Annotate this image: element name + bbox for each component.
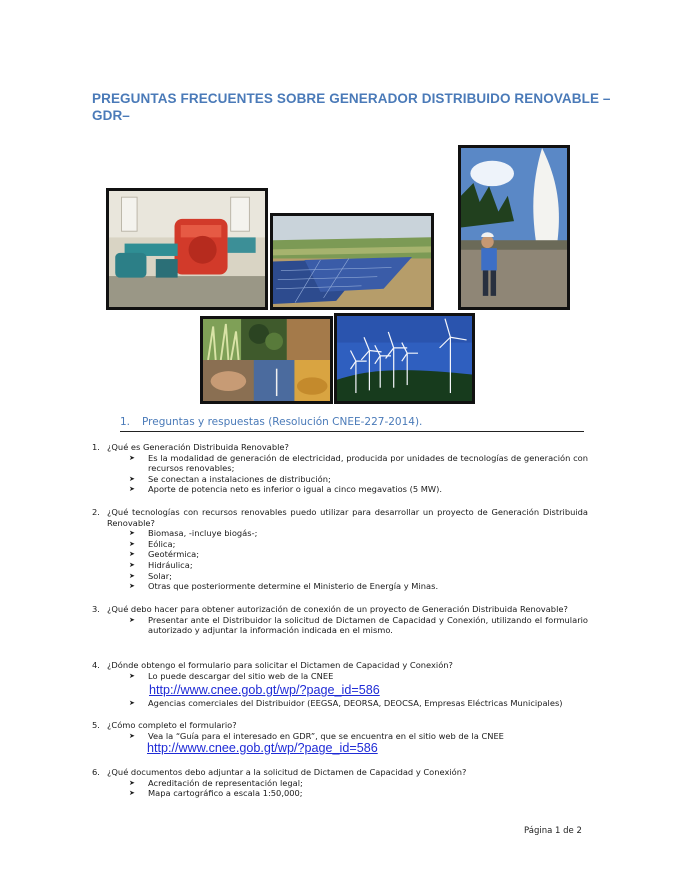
answer-list: [92, 778, 588, 799]
question-text: ¿Qué documentos debo adjuntar a la solicitud de Dictamen de Capacidad y Conexión?: [107, 767, 467, 777]
list-item: [129, 528, 588, 539]
answer-list: [92, 528, 588, 592]
arrowhead-bullet-icon: ➤: [129, 550, 135, 559]
cnee-guide-link[interactable]: http://www.cnee.gob.gt/wp/?page_id=586: [147, 741, 378, 756]
list-item: [129, 778, 588, 789]
question-text: ¿Dónde obtengo el formulario para solicitar el Dictamen de Capacidad y Conexión?: [107, 660, 453, 670]
arrowhead-bullet-icon: ➤: [129, 671, 135, 680]
arrowhead-bullet-icon: ➤: [129, 778, 135, 787]
answer-text: Otras que posteriormente determine el Ministerio de Energía y Minas.: [148, 581, 439, 592]
list-item: [129, 571, 588, 582]
answer-list: [92, 615, 588, 636]
arrowhead-bullet-icon: ➤: [129, 615, 135, 624]
answer-text: Acreditación de representación legal;: [148, 777, 303, 788]
arrowhead-bullet-icon: ➤: [129, 731, 135, 740]
list-item: [129, 671, 588, 682]
answer-text: Lo puede descargar del sitio web de la CNEE: [148, 670, 334, 681]
question-4: [92, 660, 588, 709]
answer-list: [92, 698, 588, 709]
list-item: [129, 731, 588, 742]
cnee-form-link[interactable]: http://www.cnee.gob.gt/wp/?page_id=586: [149, 683, 380, 698]
answer-list: [92, 453, 588, 495]
answer-text: Se conectan a instalaciones de distribución;: [148, 473, 331, 484]
list-item: [129, 698, 588, 709]
arrowhead-bullet-icon: ➤: [129, 699, 135, 708]
biomass-collage-photo: [200, 316, 333, 404]
question-number: 2.: [92, 507, 100, 517]
question-number: 1.: [92, 442, 100, 452]
answer-text: Solar;: [148, 570, 172, 581]
section-heading: [120, 416, 584, 432]
list-item: [129, 581, 588, 592]
question-text: ¿Qué debo hacer para obtener autorización de conexión de un proyecto de Generación Distribuida Renovable?: [107, 604, 568, 614]
question-1: [92, 442, 588, 495]
arrowhead-bullet-icon: ➤: [129, 571, 135, 580]
arrowhead-bullet-icon: ➤: [129, 453, 135, 462]
list-item: [129, 484, 588, 495]
arrowhead-bullet-icon: ➤: [129, 789, 135, 798]
question-number: 6.: [92, 767, 100, 777]
question-5: [92, 720, 588, 756]
list-item: [129, 788, 588, 799]
arrowhead-bullet-icon: ➤: [129, 539, 135, 548]
question-6: [92, 767, 588, 799]
section-number: 1.: [120, 416, 131, 428]
question-text: ¿Cómo completo el formulario?: [107, 720, 237, 730]
wind-farm-photo: [334, 313, 475, 404]
solar-farm-photo: [270, 213, 434, 310]
answer-text: Aporte de potencia neto es inferior o igual a cinco megavatios (5 MW).: [148, 484, 443, 495]
arrowhead-bullet-icon: ➤: [129, 582, 135, 591]
answer-text: Es la modalidad de generación de electricidad, producida por unidades de tecnologías de generación con recursos renovables;: [148, 452, 588, 474]
list-item: [129, 560, 588, 571]
document-title: PREGUNTAS FRECUENTES SOBRE GENERADOR DISTRIBUIDO RENOVABLE –GDR–: [92, 91, 611, 123]
answer-text: Agencias comerciales del Distribuidor (EEGSA, DEORSA, DEOCSA, Empresas Eléctricas Municipales): [148, 698, 563, 709]
question-2: [92, 507, 588, 592]
arrowhead-bullet-icon: ➤: [129, 474, 135, 483]
page-number-footer: Página 1 de 2: [524, 826, 582, 836]
arrowhead-bullet-icon: ➤: [129, 529, 135, 538]
question-number: 5.: [92, 720, 100, 730]
question-number: 3.: [92, 604, 100, 614]
question-3: [92, 604, 588, 636]
answer-text: Biomasa, -incluye biogás-;: [148, 528, 258, 539]
list-item: [129, 615, 588, 636]
arrowhead-bullet-icon: ➤: [129, 485, 135, 494]
answer-text: Eólica;: [148, 538, 176, 549]
answer-text: Mapa cartográfico a escala 1:50,000;: [148, 788, 303, 799]
list-item: [129, 539, 588, 550]
answer-text: Hidráulica;: [148, 559, 193, 570]
answer-list: [92, 671, 588, 682]
answer-text: Vea la “Guía para el interesado en GDR”, que se encuentra en el sitio web de la CNEE: [148, 730, 504, 741]
answer-list: [92, 731, 588, 742]
geothermal-photo: [458, 145, 570, 310]
section-title: Preguntas y respuestas (Resolución CNEE-227-2014).: [142, 416, 423, 428]
list-item: [129, 474, 588, 485]
question-text: ¿Qué tecnologías con recursos renovables puedo utilizar para desarrollar un proyecto de Generación Distribuida Renovable?: [107, 507, 588, 528]
answer-text: Geotérmica;: [148, 549, 200, 560]
arrowhead-bullet-icon: ➤: [129, 560, 135, 569]
list-item: [129, 453, 588, 474]
answer-text: Presentar ante el Distribuidor la solicitud de Dictamen de Capacidad y Conexión, utilizando el formulario autorizado y adjuntar la información indicada en el mismo.: [148, 614, 588, 636]
question-text: ¿Qué es Generación Distribuida Renovable?: [107, 442, 289, 452]
hydro-turbine-photo: [106, 188, 268, 310]
list-item: [129, 549, 588, 560]
question-number: 4.: [92, 660, 100, 670]
